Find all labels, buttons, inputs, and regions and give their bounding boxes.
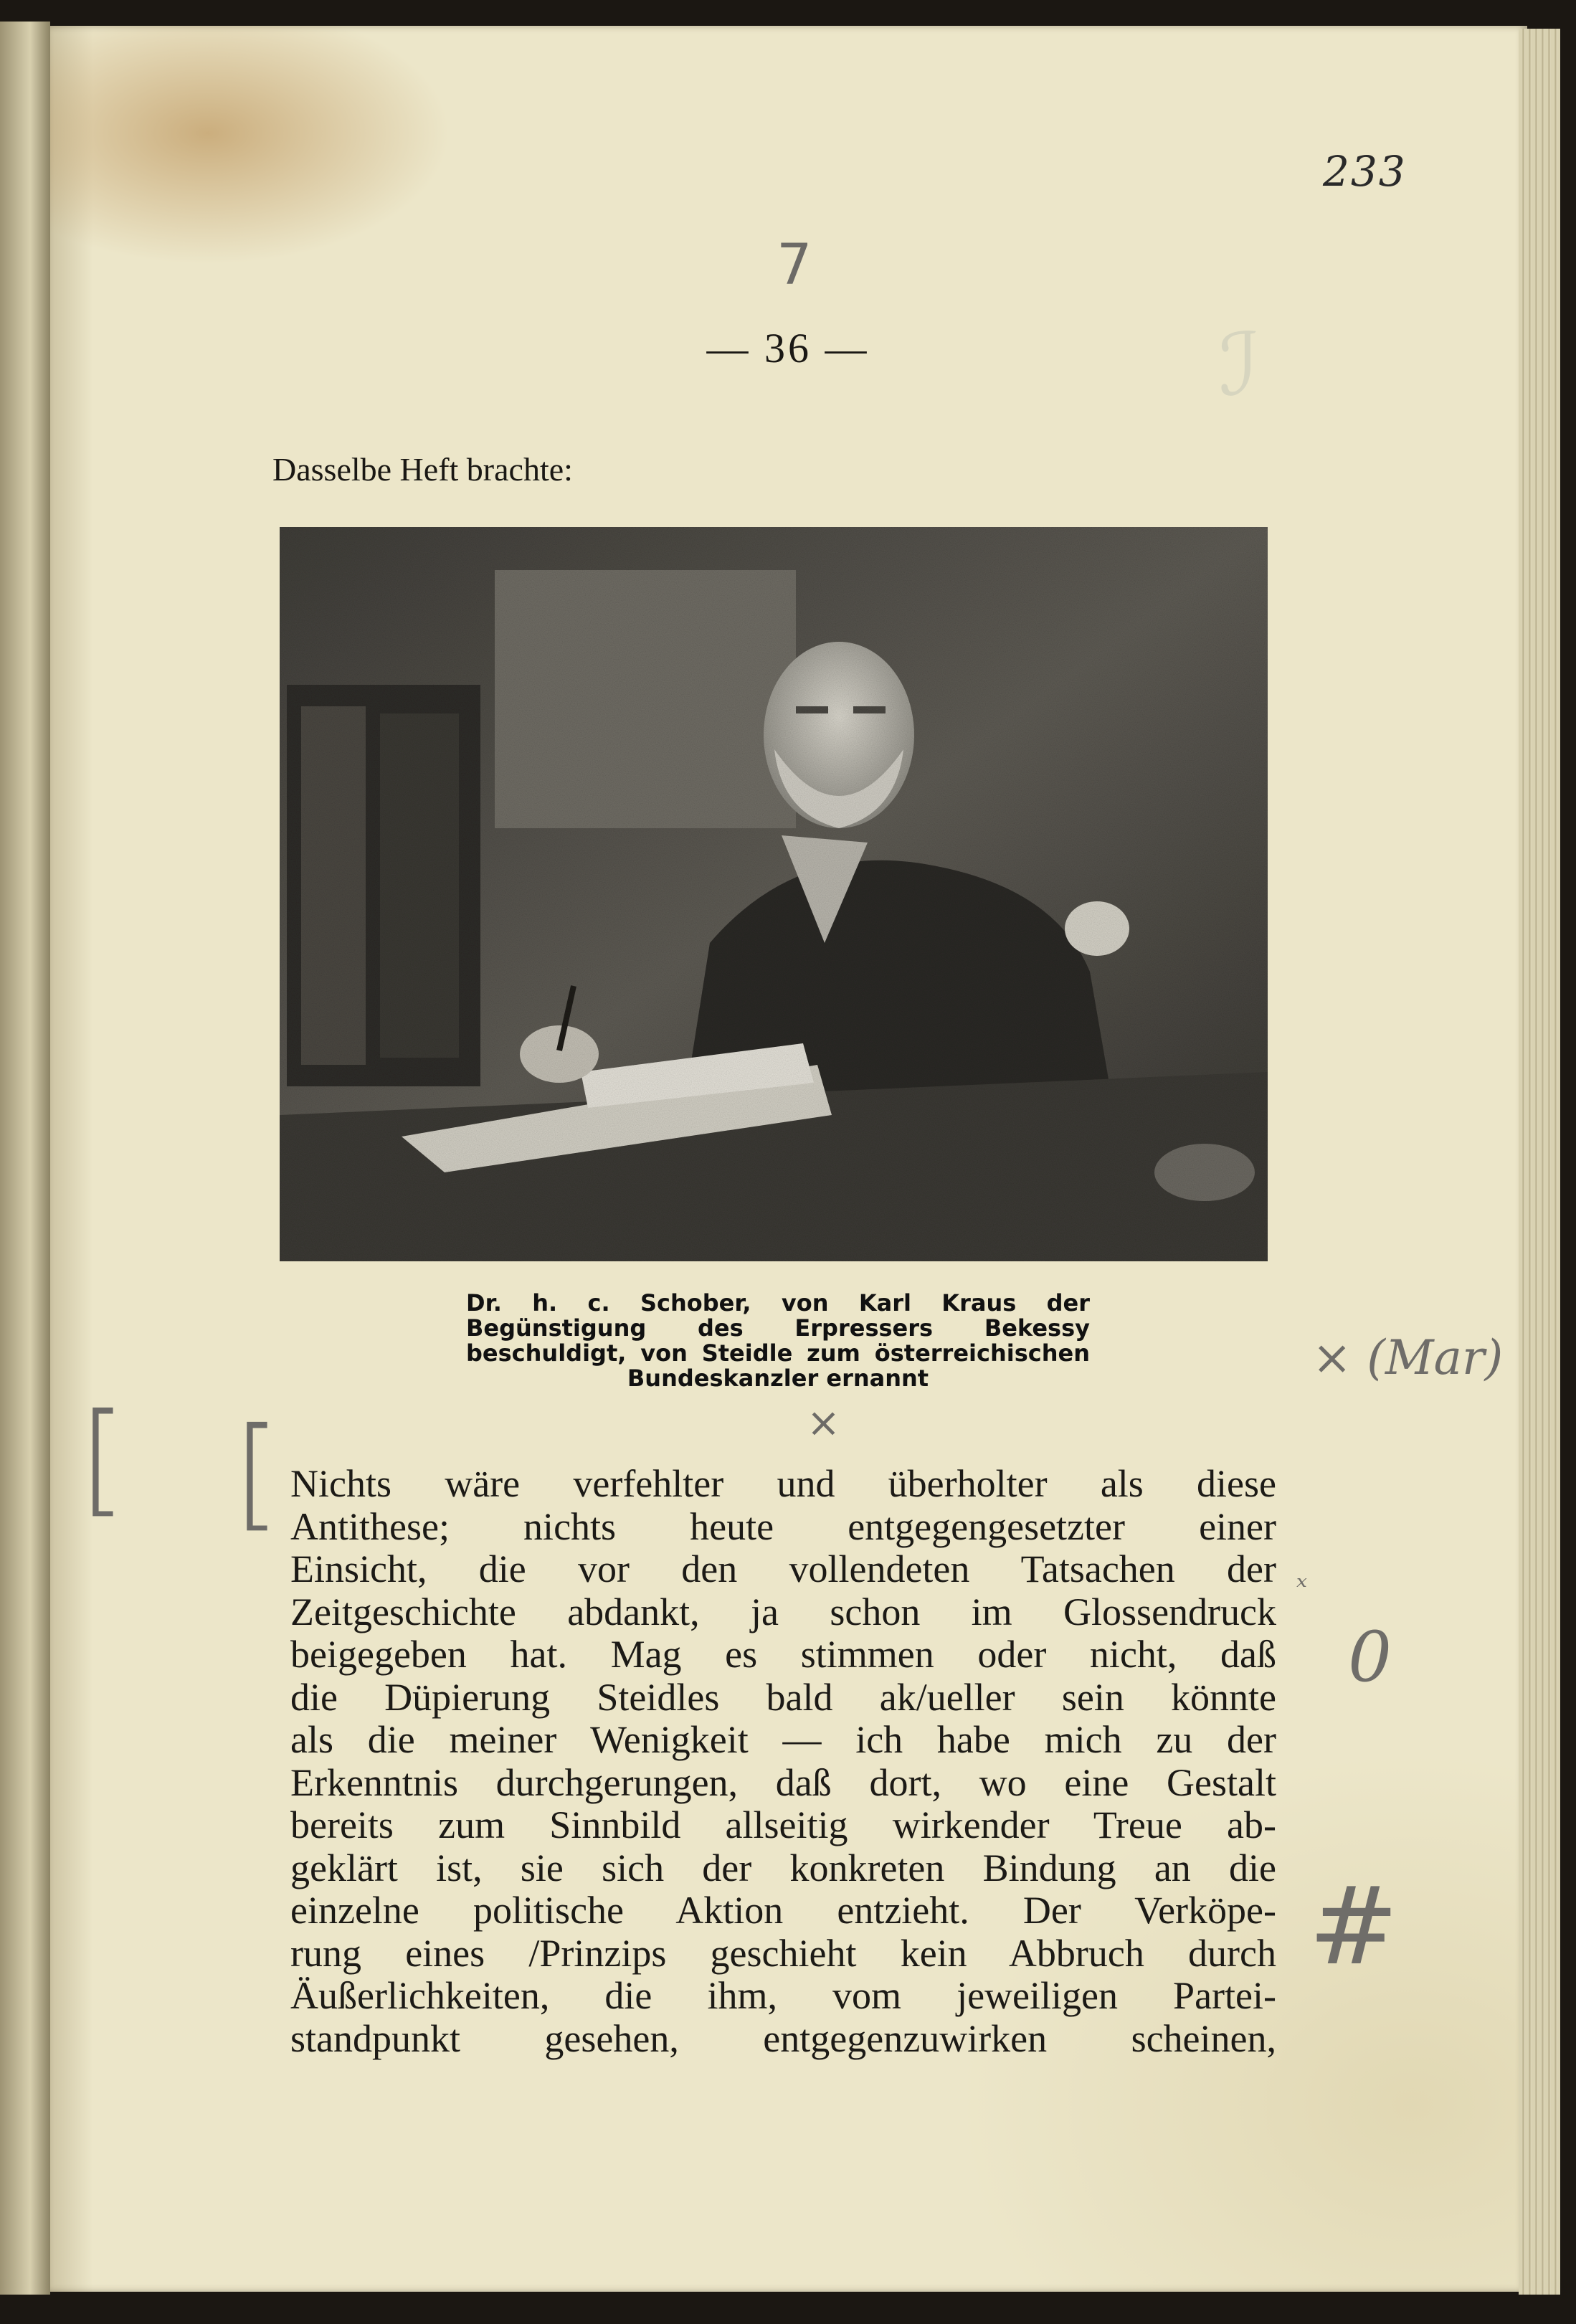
portrait-photo [280,527,1268,1261]
body-line: Erkenntnis durchgerungen, daß dort, wo eine Gestalt [290,1760,1276,1804]
portrait-illustration [280,527,1268,1261]
page-number: — 36 — [706,325,870,371]
margin-small-mark: ˣ [1296,1569,1307,1604]
body-line: standpunkt gesehen, entgegenzuwirken scheinen, [290,2016,1276,2060]
body-line: Äußerlichkeiten, die ihm, vom jeweiligen Partei- [290,1974,1276,2017]
margin-note-hash: # [1309,1864,1399,1989]
pencil-mark-seven: 7 [777,233,812,298]
body-line: als die meiner Wenigkeit — ich habe mich zu der [290,1718,1276,1761]
intro-line: Dasselbe Heft brachte: [272,451,573,488]
body-line: Zeitgeschichte abdankt, ja schon im Glossendruck [290,1590,1276,1633]
body-line: die Düpierung Steidles bald ak/ueller sein könnte [290,1675,1276,1719]
pencil-bracket-inner: [ [233,1402,281,1544]
pencil-bracket-left: [ [79,1388,127,1529]
pencil-x-mark: × [807,1400,840,1446]
margin-note-zero: 0 [1348,1617,1392,1697]
margin-note-x: × (Mar) [1312,1330,1504,1385]
body-line: einzelne politische Aktion entzieht. Der Verköpe- [290,1889,1276,1932]
body-line: beigegeben hat. Mag es stimmen oder nicht, daß [290,1633,1276,1676]
body-text [290,1463,1276,2060]
photo-caption: Dr. h. c. Schober, von Karl Kraus der Begünstigung des Erpressers Bekessy beschuldigt, von Steidle zum österreichischen Bundeskanzler ernannt [466,1289,1090,1392]
body-line: Nichts wäre verfehlter und überholter als diese [290,1462,1276,1505]
body-line: bereits zum Sinnbild allseitig wirkender Treue ab- [290,1803,1276,1846]
body-line: rung eines /Prinzips geschieht kein Abbruch durch [290,1931,1276,1975]
body-line: geklärt ist, sie sich der konkreten Bindung an die [290,1846,1276,1889]
archive-number: 233 [1323,147,1407,196]
body-line: Antithese; nichts heute entgegengesetzter einer [290,1504,1276,1548]
body-line: Einsicht, die vor den vollendeten Tatsachen der [290,1547,1276,1590]
bleed-through-mark: ℐ [1219,316,1260,415]
